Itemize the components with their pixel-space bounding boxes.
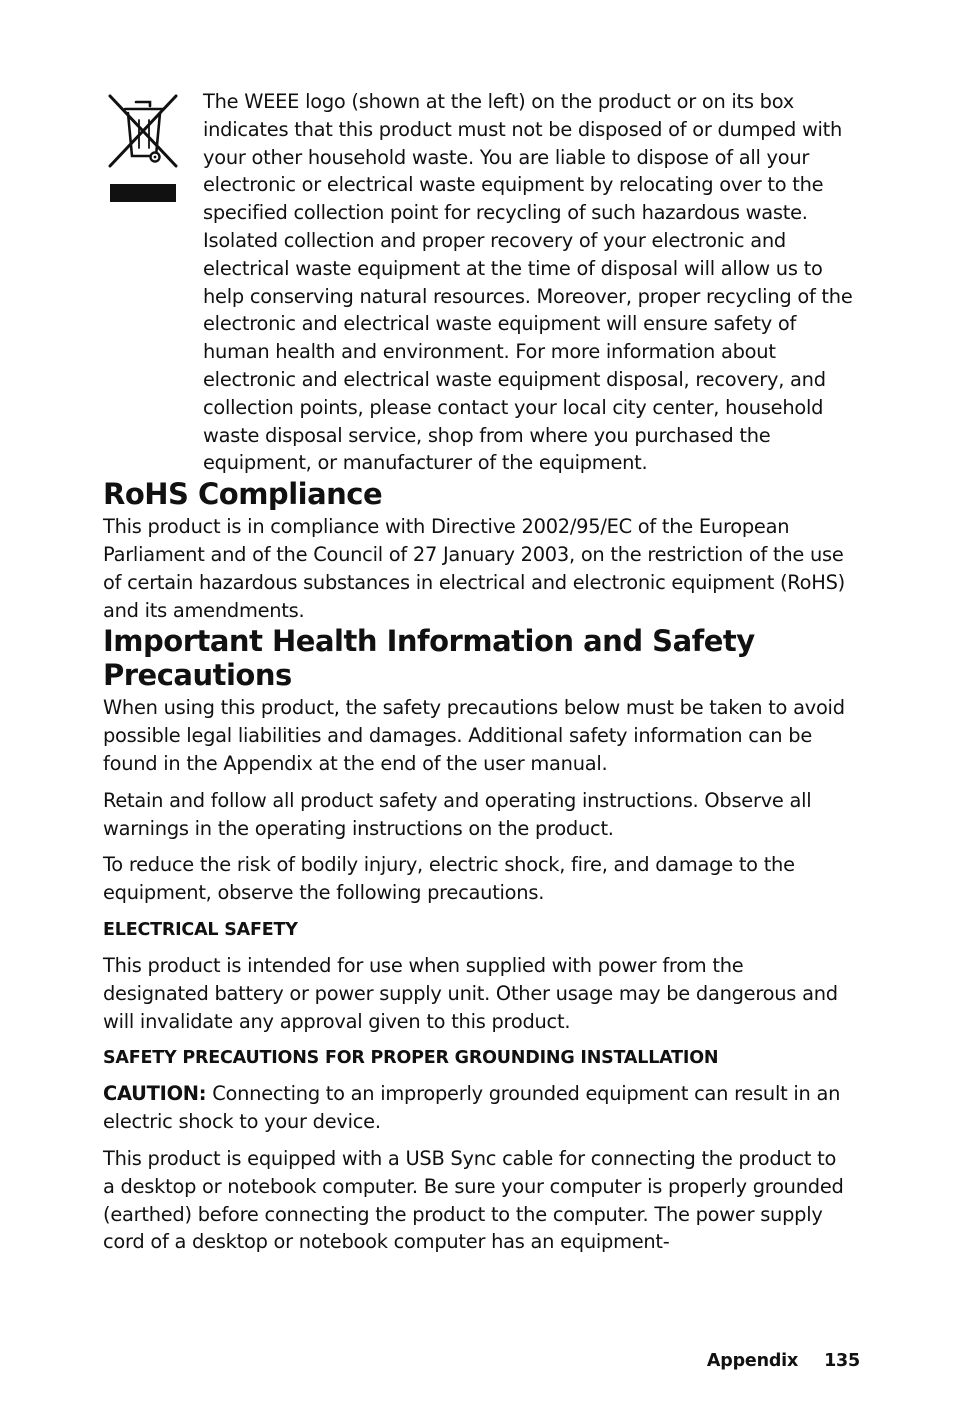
weee-section	[103, 88, 853, 477]
page-footer	[707, 1351, 860, 1371]
health-paragraph-2: Retain and follow all product safety and operating instructions. Observe all warnings in the operating instructions on the product.	[103, 788, 812, 840]
electrical-safety-heading: ELECTRICAL SAFETY	[103, 919, 298, 940]
page-number: 135	[824, 1351, 860, 1371]
health-paragraph-3: To reduce the risk of bodily injury, electric shock, fire, and damage to the equipment, observe the following precautions.	[103, 853, 795, 905]
weee-crossed-out-wheelie-bin-icon	[106, 92, 180, 204]
caution-label: CAUTION:	[103, 1082, 207, 1106]
electrical-safety-paragraph: This product is intended for use when supplied with power from the designated battery or power supply unit. Other usage may be dangerous and will invalidate any approval given to this product.	[103, 953, 838, 1033]
grounding-paragraph: This product is equipped with a USB Sync cable for connecting the product to a desktop or notebook computer. Be sure your computer is properly grounded (earthed) before connecting the product to the computer. The power supply cord of a desktop or notebook computer has an equipment-	[103, 1146, 844, 1254]
footer-section-label: Appendix	[706, 1351, 799, 1371]
page-content	[103, 88, 853, 1256]
rohs-paragraph: This product is in compliance with Directive 2002/95/EC of the European Parliament and of the Council of 27 January 2003, on the restriction of the use of certain hazardous substances in electrical and electronic equipment (RoHS) and its amendments.	[103, 515, 845, 622]
health-heading: Important Health Information and Safety Precautions	[103, 624, 755, 693]
caution-text: Connecting to an improperly grounded equipment can result in an electric shock to your device.	[103, 1082, 841, 1134]
weee-paragraph: The WEEE logo (shown at the left) on the product or on its box indicates that this product must not be disposed of or dumped with your other household waste. You are liable to dispose of all your electronic or electrical waste equipment by relocating over to the specified collection point for recycling of such hazardous waste. Isolated collection and proper recovery of your electronic and electrical waste equipment at the time of disposal will allow us to help conserving natural resources. Moreover, proper recycling of the electronic and electrical waste equipment will ensure safety of human health and environment. For more information about electronic and electrical waste equipment disposal, recovery, and collection points, please contact your local city center, household waste disposal service, shop from where you purchased the equipment, or manufacturer of the equipment.	[203, 90, 853, 475]
rohs-heading: RoHS Compliance	[103, 477, 383, 512]
health-paragraph-1: When using this product, the safety precautions below must be taken to avoid possible legal liabilities and damages. Additional safety information can be found in the Appendix at the end of the user manual.	[103, 696, 845, 775]
grounding-heading: SAFETY PRECAUTIONS FOR PROPER GROUNDING INSTALLATION	[103, 1048, 719, 1069]
caution-paragraph	[103, 1080, 853, 1136]
